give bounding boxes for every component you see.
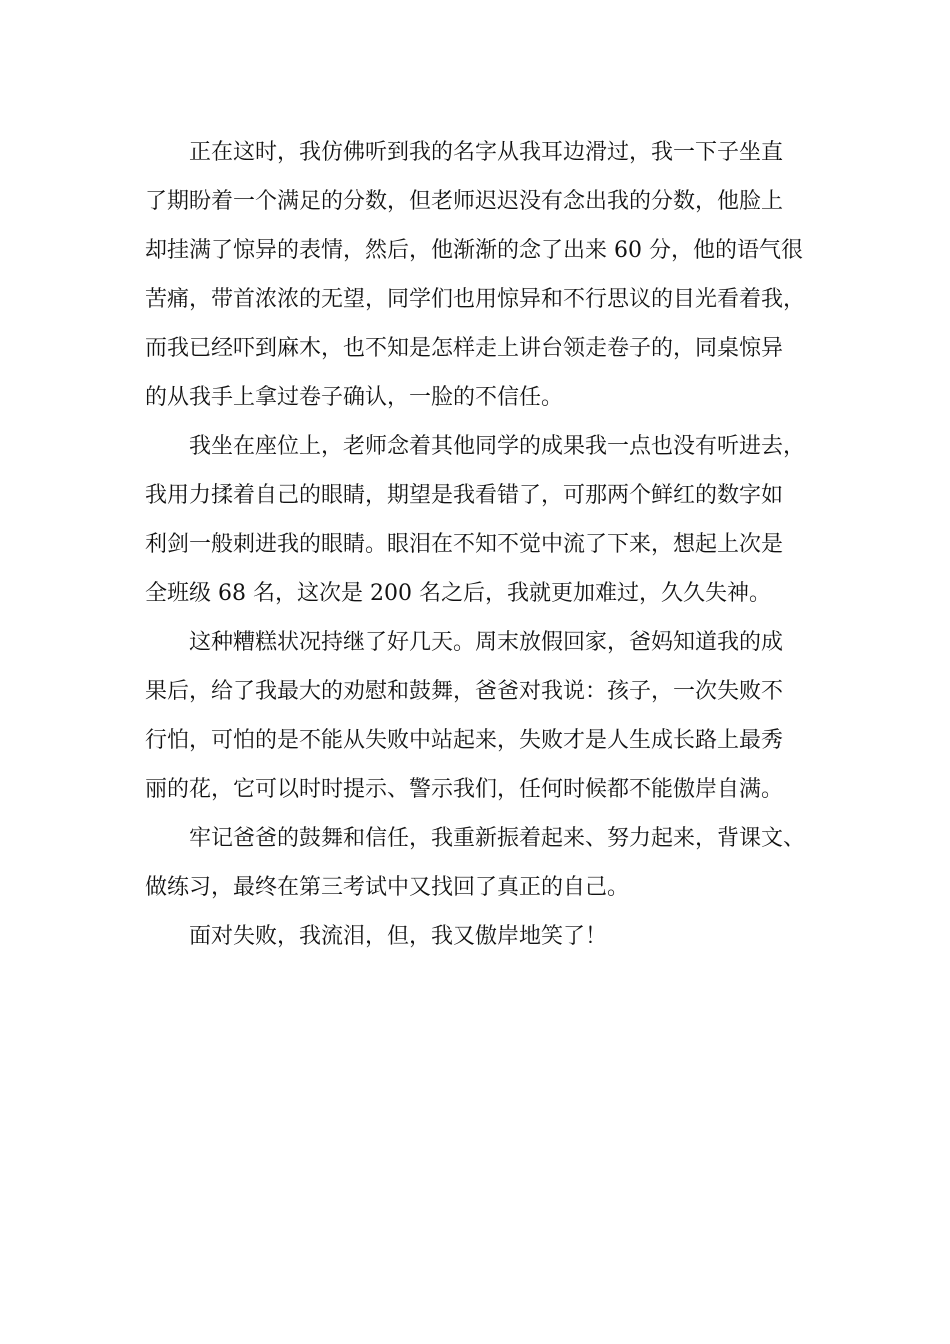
paragraph-5 xyxy=(145,912,825,961)
text-line: 苦痛，带首浓浓的无望，同学们也用惊异和不行思议的目光看着我， xyxy=(145,287,806,312)
text-line: 而我已经吓到麻木，也不知是怎样走上讲台领走卷子的，同桌惊异 xyxy=(145,336,784,361)
text-line: 我用力揉着自己的眼睛，期望是我看错了，可那两个鲜红的数字如 xyxy=(145,483,784,508)
text-line: 却挂满了惊异的表情，然后，他渐渐的念了出来 60 分，他的语气很 xyxy=(145,238,803,263)
paragraph-3 xyxy=(145,618,825,814)
text-line: 我坐在座位上，老师念着其他同学的成果我一点也没有听进去， xyxy=(189,434,806,459)
text-line: 的从我手上拿过卷子确认，一脸的不信任。 xyxy=(145,385,564,410)
paragraph-2 xyxy=(145,422,825,618)
text-line: 牢记爸爸的鼓舞和信任，我重新振着起来、努力起来，背课文、 xyxy=(189,826,806,851)
text-line: 面对失败，我流泪，但，我又傲岸地笑了！ xyxy=(189,924,608,949)
text-line: 了期盼着一个满足的分数，但老师迟迟没有念出我的分数，他脸上 xyxy=(145,189,784,214)
text-line: 丽的花，它可以时时提示、警示我们，任何时候都不能傲岸自满。 xyxy=(145,777,784,802)
paragraph-4 xyxy=(145,814,825,912)
paragraph-1 xyxy=(145,128,825,422)
text-line: 利剑一般刺进我的眼睛。眼泪在不知不觉中流了下来，想起上次是 xyxy=(145,532,784,557)
text-line: 正在这时，我仿佛听到我的名字从我耳边滑过，我一下子坐直 xyxy=(189,140,784,165)
text-line: 这种糟糕状况持继了好几天。周末放假回家，爸妈知道我的成 xyxy=(189,630,784,655)
text-line: 果后，给了我最大的劝慰和鼓舞，爸爸对我说：孩子，一次失败不 xyxy=(145,679,784,704)
document-body xyxy=(145,128,825,961)
text-line: 行怕，可怕的是不能从失败中站起来，失败才是人生成长路上最秀 xyxy=(145,728,784,753)
text-line: 做练习，最终在第三考试中又找回了真正的自己。 xyxy=(145,875,630,900)
text-line: 全班级 68 名，这次是 200 名之后，我就更加难过，久久失神。 xyxy=(145,581,771,606)
